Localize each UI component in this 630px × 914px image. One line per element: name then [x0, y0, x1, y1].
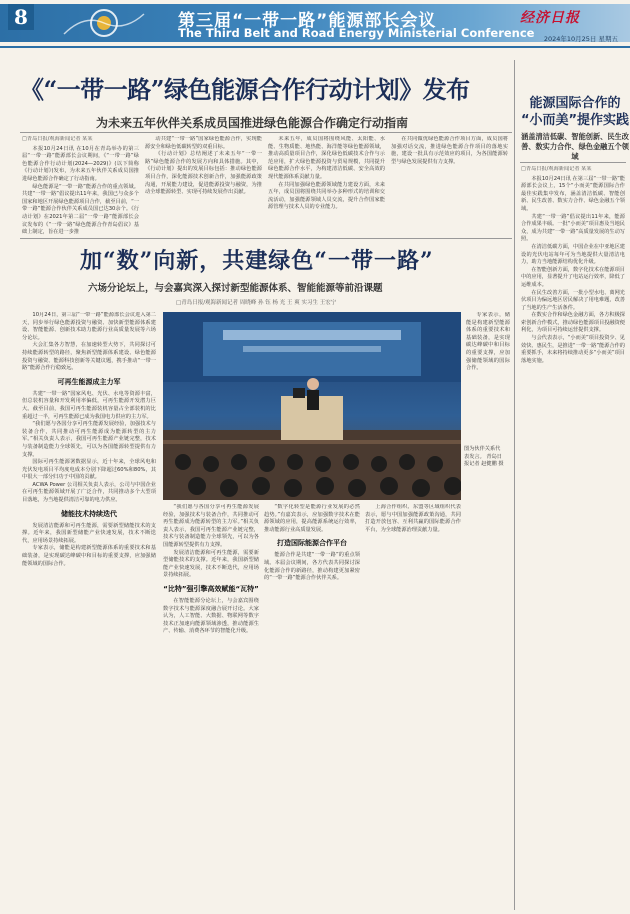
newspaper-masthead: 经济日报	[520, 10, 580, 26]
photo-caption: 图为伙伴关系代表发言。 青岛日报记者 赵健鹏 摄	[464, 446, 504, 467]
article2-column-4	[365, 504, 461, 906]
article2-paragraph: 国际可再生能源署数据显示，近十年来，全球风电和光伏发电项目平均度电成本分别下降超过60%和80%，其中很大一部分归功于中国的贡献。	[22, 459, 156, 481]
article1-paragraph: 在共同加强绿色能源领域能力建设方面，未来五年，成员国将围绕共同举办多种形式的培训和交流活动，加强能源领域人员交流，提升合作国家能源管理与技术人员的专业能力。	[268, 181, 385, 211]
article3-paragraph: 在智能创新方面，数字化技术在能源项目中的应用，显著提升了电站运行效率，降低了运维成本。	[521, 266, 625, 288]
article1-byline: □青岛日报/观海新闻记者 某某	[22, 136, 93, 142]
article1-headline: 《“一带一路”绿色能源合作行动计划》发布	[20, 75, 470, 104]
article1-column-4	[391, 136, 508, 236]
article1-paragraph: 本报10月24日讯 在10月在青岛举办的第三届“一带一路”能源部长会议期间，《“一带一路”绿色能源合作行动计划(2024—2029)》(以下简称《行动计划》)发布，为未来五年伙伴关系成员国推进绿色能源合作确定了行动指南。	[22, 145, 139, 182]
article1-paragraph: 《行动计划》总结阐述了未来五年“一带一路”绿色能源合作的发展方向和具体措施。其中，《行动计划》提出的发展目标包括：推动绿色能源项目合作，深化能源技术创新合作，加强能源政策沟通，开展能力建设，促进能源投资与融资，为推动全球能源转型、实现可持续发展作出贡献。	[145, 151, 262, 196]
conference-title-cn: 第三届“一带一路”能源部长会议	[178, 11, 437, 31]
article3-paragraph: 在清洁低碳方面，中国企业在中亚地区建设的光伏电站每年可为当地提供大量清洁电力，助力当地能源结构优化升级。	[521, 243, 625, 266]
article2-paragraph: “我们愿与各国分享可再生能源发展经验，加强技术与装备合作，共同推动可再生能源成为能源转型的主力军。”相关负责人表示，我国可再生能源产业链完整，技术与装备制造能力全球领先，可以为各国能源转型提供有力支撑。	[163, 504, 259, 548]
article2-column-5	[466, 312, 510, 442]
article2-intro: 大会汇集各方智慧，在加速转型大势下，共同探讨可持续能源转型的路径，聚焦新型能源体系建设、绿色能源投资与融资、能源科技创新等关键议题，携手推动“一带一路”能源合作行稳致远。	[22, 342, 156, 372]
article2-paragraph: 专家表示，储能是构建新型能源体系的重要技术和基础装备，是实现碳达峰碳中和目标的重要支撑，应加强储能领域的国际合作。	[466, 312, 510, 372]
article3-paragraph: 共建“一带一路”倡议提出11年来，能源合作成果丰硕。一批“小而美”项目惠及当地民众，成为共建“一带一路”高质量发展的生动写照。	[521, 213, 625, 243]
article1-paragraph: 动共建“一带一路”国家绿色能源合作，实现能源安全和绿色低碳转型的双重目标。	[145, 136, 262, 150]
article1-column-3	[268, 136, 385, 236]
article2-intro: 10月24日，第三届“一带一路”能源部长会议进入第二天，同步举行绿色能源投资与融资、加快新型能源体系建设、智能能源、创新技术助力能源行业高质量发展等六场分论坛。	[22, 312, 156, 341]
article3-paragraph: 本报10月24日讯 在第三届“一带一路”能源部长会议上，15个“小而美”能源国际合作最佳实践集中发布，涵盖清洁低碳、智能创新、民生改善、数实力合作、绿色金融五个领域。	[521, 175, 625, 212]
article3-rule	[520, 162, 626, 163]
article1-paragraph: 未来五年，成员国将围绕风能、太阳能、水能、生物质能、地热能、海洋能等绿色能源领域，推动高质量项目合作，深化绿色低碳技术合作与示范应用，扩大绿色能源投资与贸易规模，共同提升绿色能源合作水平，为构建清洁低碳、安全高效的现代能源体系贡献力量。	[268, 136, 385, 180]
article2-headline: 加“数”向新，共建绿色“一带一路”	[80, 248, 434, 274]
article2-subheadline: 六场分论坛上，与会嘉宾深入探讨新型能源体系、智能能源等前沿课题	[88, 283, 383, 294]
article3-paragraph: 在民生改善方面，一批小型水电、离网光伏项目为偏远地区居民解决了用电难题，改善了当地的生产生活条件。	[521, 289, 625, 311]
article3-paragraph: 与会代表表示，“小而美”项目投资少、见效快、惠民生，是推进“一带一路”能源合作的重要抓手，未来将持续推动更多“小而美”项目落地实施。	[521, 335, 625, 364]
article1-subheadline: 为未来五年伙伴关系成员国推进绿色能源合作确定行动指南	[96, 116, 409, 130]
article2-section-heading: 储能技术持续迭代	[61, 509, 117, 518]
article2-paragraph: 共建“一带一路”国家风电、光伏、水电等资源丰富，但总装机容量和开发利用率偏低，可再生能源开发潜力巨大。截至目前，我国可再生能源装机容量占全部装机的比重超过一半，可再生能源已成为我国电力供应的主力军。	[22, 390, 156, 420]
article2-section-heading: 可再生能源成主力军	[57, 377, 121, 386]
conference-photo	[163, 312, 461, 500]
article3-subheadline: 涵盖清洁低碳、智能创新、民生改善、数实力合作、绿色金融五个领域	[521, 132, 629, 161]
page-header	[0, 0, 630, 50]
article2-column-3	[264, 504, 360, 906]
article3-column	[521, 166, 625, 906]
article2-paragraph: “我们愿与各国分享可再生能源发展经验，加强技术与装备合作，共同推动可再生能源成为能源转型的主力军。”相关负责人表示，我国可再生能源产业链完整，技术与装备制造能力全球领先，可以为各国能源转型提供有力支撑。	[22, 421, 156, 458]
article2-paragraph: 上海合作组织、东盟等区域组织代表表示，愿与中国加强能源政策沟通，共同打造开放包容、互利共赢的国际能源合作平台，为全球能源治理贡献力量。	[365, 504, 461, 533]
article3-paragraph: 在数实合作和绿色金融方面，各方积极探索创新合作模式，推动绿色能源项目投融资便利化，为项目可持续运营提供支撑。	[521, 312, 625, 334]
article2-column-1	[22, 312, 156, 908]
article2-paragraph: “数字化转型是能源行业发展的必然趋势。”有嘉宾表示，应加强数字技术在能源领域的应用，提高能源系统运行效率，推动能源行业高质量发展。	[264, 504, 360, 533]
article2-paragraph: 发展清洁能源和可再生能源，需要新型储能技术的支撑。近年来，我国新型储能产业快速发展，技术不断迭代，应用场景持续拓展。	[22, 522, 156, 544]
article3-headline-line-1: 能源国际合作的	[529, 96, 621, 111]
issue-date: 2024年10月25日 星期五	[543, 35, 618, 43]
article2-section-heading: 打造国际能源合作平台	[277, 539, 347, 548]
article1-top-rule	[20, 132, 512, 133]
right-column-rule	[514, 60, 515, 910]
header-rule	[0, 46, 630, 48]
article2-paragraph: ACWA Power 公司相关负责人表示，公司与中国企业在可再生能源领域开展了广泛合作，共同推动多个大型项目落地，为当地提供清洁可靠的电力供应。	[22, 481, 156, 504]
article1-column-1	[22, 136, 139, 236]
article1-paragraph: 在共同做优绿色能源合作项目方面，成员国将加强对话交流，推进绿色能源合作项目的落地实施，建设一批具有示范效应的项目，为各国能源转型与绿色发展提供有力支撑。	[391, 136, 508, 165]
article2-column-2	[163, 504, 259, 906]
article2-paragraph: 发展清洁能源和可再生能源，需要新型储能技术的支撑。近年来，我国新型储能产业快速发展，技术不断迭代，应用场景持续拓展。	[163, 549, 259, 579]
article2-paragraph: 专家表示，储能是构建新型能源体系的重要技术和基础装备，是实现碳达峰碳中和目标的重要支撑，应加强储能领域的国际合作。	[22, 545, 156, 567]
article3-headline-line-2: “小而美”提作实践	[520, 113, 630, 128]
article2-byline: □青岛日报/观海新闻记者 周晓峰 孙 钰 杨 光 王 爽 实习生 王宏宁	[176, 300, 337, 306]
page-number: 8	[8, 4, 34, 30]
article2-paragraph: 在智能能源分论坛上，与会嘉宾围绕数字技术与能源深度融合展开讨论。大家认为，人工智能、大数据、物联网等数字技术正加速向能源领域渗透，推动能源生产、传输、消费各环节的智能化升级。	[163, 597, 259, 635]
conference-logo-icon	[44, 6, 164, 40]
article1-paragraph: 绿色能源是“一带一路”能源合作的重点领域。共建“一带一路”倡议提出11年来，我国已与众多个国家和地区开展绿色能源项目合作，截至目前，“一带一路”能源合作伙伴关系成员国已达30余个。《行动计划》在2021年第二届“一带一路”能源部长会议发布的《“一带一路”绿色能源合作青岛倡议》基础上制定，旨在进一步推	[22, 183, 139, 236]
article2-section-heading: “比特”强引擎高效赋能“瓦特”	[163, 584, 259, 593]
article-separator-rule	[20, 238, 512, 239]
article2-paragraph: 能源合作是共建“一带一路”的重点领域。本届会议期间，各方代表共同探讨深化能源合作的新路径，推动构建更加紧密的“一带一路”能源合作伙伴关系。	[264, 552, 360, 582]
article3-byline: □青岛日报/观海新闻记者 某某	[521, 166, 592, 172]
article1-column-2	[145, 136, 262, 236]
conference-title-en: The Third Belt and Road Energy Ministerial Conference	[178, 26, 535, 40]
article3-headline-block	[520, 95, 630, 162]
